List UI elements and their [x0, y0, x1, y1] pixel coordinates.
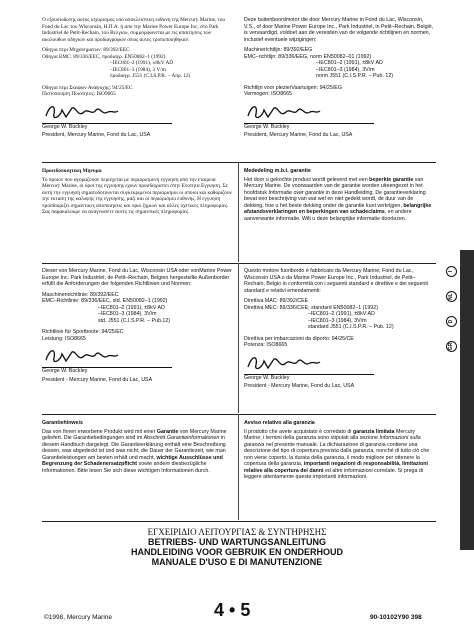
emc-directive: Οδηγια EMC: 89/336/EEC, προδιαγρ. EN50082–1 (1992)	[42, 53, 166, 60]
emc-standard-4: norm J551 (C.I.S.P.R. – Pub. 12)	[316, 73, 394, 79]
signer-title: President - Mercury Marine, Fond du Lac, USA	[42, 376, 153, 383]
emc-directive: EMC–richtlijn: 89/336/EEG, norm EN50082–01 (1992)	[244, 53, 372, 60]
declaration-intro: Questo motore fuoribordo è fabbricato da Mercury Marine, Fond du Lac, Wisconsin USA o da Marine Power Europe Inc., Park Industriel, de Petit–Rechain, Belgio in conformità con i seguenti standard e direttive e dei seguenti standard e relativi emendamenti:	[244, 268, 429, 294]
warranty-dutch	[244, 168, 434, 222]
warranty-italian	[244, 420, 434, 481]
signer-title: President - Mercury Marine, Fond du Lac, USA	[244, 383, 355, 389]
emc-standard-3: –IEC801–3 (1984), 3V/m	[308, 317, 367, 324]
signer-name: George W. Buckley	[244, 123, 290, 130]
text-italic: Informazioni sulla garanzia	[244, 435, 421, 448]
machinery-directive: Maschinenrichtlinie: 89/392/EEC	[42, 291, 119, 298]
warranty-heading: Garantiehinweis	[42, 420, 83, 426]
warranty-heading: Προειδοποιητικη Μηνυμα	[42, 168, 102, 174]
emc-directive: Direttiva MEC: 89/336/CEE; standard EN50082–1 (1992)	[244, 304, 378, 311]
page-number: 4 • 5	[214, 600, 251, 620]
signature-image	[42, 102, 122, 122]
text-part: ed altre informazioni correlate. Si prega di leggere attentamente queste importanti informazioni.	[244, 467, 423, 480]
emc-standard-2: –IEC801–2 (1991), ±8kV AD	[308, 311, 375, 317]
machinery-directive: Direttiva MAC: 89/392/CEE	[244, 298, 309, 304]
warranty-heading: Avviso relativo alla garanzia	[244, 420, 315, 426]
declaration-dutch	[244, 17, 434, 139]
signer-title: President, Mercury Marine, Fond du Lac, USA	[244, 132, 353, 138]
warranty-text	[42, 429, 232, 475]
text-bold: wichtige Ausschlüsse und Begrenzung der Schadenersatzpflicht	[42, 454, 223, 467]
emc-standard-2: –IEC801–2 (1991), ±8kV AD	[316, 60, 383, 66]
quality-standard: Vermogen: ISO8665	[244, 91, 292, 97]
language-marker-nl: NL	[446, 291, 457, 302]
warranty-greek	[42, 168, 232, 216]
copyright: ©1998, Mercury Marine	[44, 614, 113, 621]
text-part: van Mercury Marine. De voorwaarden van de garantie worden uiteengezet in het hoofdstuk	[244, 176, 424, 196]
declaration-italian	[244, 268, 434, 390]
divider	[42, 263, 436, 264]
boats-directive: Direttiva per imbarcazioni da diporto: 94/25/CE	[244, 335, 354, 342]
text-part: Das von Ihnen erworbene Produkt wird mit einer	[42, 428, 157, 435]
signer-title: President, Mercury Marine, Fond du Lac, USA	[42, 132, 151, 138]
text-part: nel presente manuale. La dichiarazione di garanzia contiene una descrizione del tipo di copertura prevista dalla garanzia, nonché di tutto ciò che non viene coperto, la durata della garanzia, il modo migliore per ottenere la copertura della garanzia,	[244, 441, 430, 467]
signature-image	[42, 346, 122, 366]
machinery-directive: Οδηγια περι Μηχανηματων: 89/392/EEC	[42, 47, 130, 53]
text-part: sowie andere diesbezügliche Informationen. Bitte lesen Sie sich diese wichtigen Informationen durch.	[42, 461, 210, 474]
language-marker-d: D	[446, 316, 457, 327]
warranty-text: Το προιον που αγοραζουσε περιέχεται με περιορισμενη εγγυηση από την εταιρεια Mercury Marine, οι όροι της εγγυησης εχουν προσδιοριστει στην Ενοτητα Εγγυηση. Σε αυτή την εγγύηση σηματοδοτουνται συγκεκριμενοι περιορισμοι οι οποιοι και καθοριζουν την εκταση της καλυψης της εγγυησης, μαζι και οι περιορισμοι ευθυνης. Η εγγυηση προσδιοριζει σημαντικες αποποιησεις και οριο ζημιων και αλλες σχετικες πληροφοριες. Σας παρακαλουμε να αναγνωσετε αυτές τις σημαντικές πληροφορίες.	[42, 176, 232, 215]
text-bold: Garantie	[156, 428, 179, 435]
emc-standard-3: –IEC801–3 (1984), 3V/m	[98, 311, 157, 317]
text-part: , en andere aanverwante informatie. Wilt u deze belangrijke informatie doorlezen.	[244, 209, 412, 222]
emc-standard-3: –IEC801–3 (1984), 3V/m	[316, 66, 375, 73]
text-bold: beperkte garantie	[369, 176, 414, 183]
divider	[42, 414, 436, 415]
declaration-intro: Deze buitenboordmotor die door Mercury Marine in Fond du Lac, Wisconsin, V.S., of door Marine Power Europe Inc., Park Industriel, in Petit–Rechain, België, is vervaardigd, voldoet aan de vereisten van de volgende richtlijnen en normen, inclusief eventuele wijzigingen:	[244, 17, 434, 43]
column-divider	[238, 162, 239, 262]
text-italic: Garantieinformationen	[166, 435, 220, 441]
signature-image	[244, 102, 324, 122]
warranty-heading: Mededeling m.b.t. garantie	[244, 168, 311, 174]
declaration-greek	[42, 17, 232, 139]
divider	[42, 162, 436, 163]
emc-standard-3: –IEC801–3 (1984), 3 V/m	[110, 66, 166, 73]
warranty-text	[244, 177, 434, 223]
signer-name: George W. Buckley	[42, 123, 88, 130]
language-marker-gr: GR	[446, 341, 457, 352]
title-dutch: HANDLEIDING VOOR GEBRUIK EN ONDERHOUD	[130, 547, 343, 557]
text-italic: Informatie over garantie	[268, 189, 325, 196]
text-part: von Mercury Marine geliefert. Die Garantiebedingungen sind im Abschnitt	[42, 428, 227, 441]
emc-directive: EMC–Richtlinie: 89/336/EEC, std. EN50082–1 (1992)	[42, 298, 168, 304]
text-bold: importanti negazioni di responsabilità, limitazioni relative alla copertura dei danni	[244, 461, 428, 474]
text-part: Het door u gekochte product wordt geleverd met een	[244, 176, 370, 183]
divider	[42, 521, 436, 522]
text-part: in deze Handleiding. De garantieverklaring bevat een beschrijving van wat wel en niet gedekt wordt, de duur van de dekking, hoe u het beste dekking onder de garantie kunt verkrijgen,	[244, 189, 426, 209]
declaration-german	[42, 268, 232, 383]
title-german: BETRIEBS- UND WARTUNGSANLEITUNG	[148, 537, 326, 547]
boats-directive: Richtlinie für Sportboote: 94/25/EC	[42, 329, 124, 335]
document-number: 90-10102Y90 398	[370, 614, 422, 621]
emc-standard-4: std. J551 (C.I.S.P.R. – Pub.12)	[98, 317, 171, 324]
text-part: in diesem Handbuch dargelegt. Die Garantieerklärung enthält eine Beschreibung dessen, was abgedeckt ist und was nicht, die Dauer der Garantiezeit, wie man Garantieleistungen am besten erhält und macht,	[42, 435, 226, 461]
language-marker-i: I	[446, 266, 457, 277]
signature-image	[244, 353, 324, 373]
text-part: Mercury Marine; i termini della garanzia sono stipulati alla sezione	[244, 428, 416, 441]
declaration-intro: Ο εξουσιοδοτης αυτος ισχυρισμος υπο αποκλειστικη ευθυνη της Mercury Marine, του Fond du Lac του Wisconsin, Η.Π.Α. ή απο την Marine Power Europe Inc, στο Park Industriel de Petit-Rechain, του Βελγιου, συμμορφωνεται με τις απαιτησεις των ακολουθων οδηγιων και πρoδιαγραφων οπως αυτες τροποποιηθηκαν:	[42, 17, 226, 43]
warranty-german	[42, 420, 232, 474]
title-greek: ΕΓΧΕΙΡΙΔΙΟ ΛΕΙΤΟΥΡΓΙΑΣ & ΣΥΝΤΗΡΗΣΗΣ	[147, 527, 327, 537]
boats-directive: Richtlijn voor plezierVaartuigen: 94/25/EG	[244, 84, 342, 91]
text-bold: garanzia limitata	[352, 428, 395, 435]
signer-name: George W. Buckley	[42, 368, 88, 374]
warranty-text	[244, 429, 434, 481]
text-bold: belangrijke afstandsverklaringen en beperkingen van schadeclaims	[244, 202, 432, 215]
declaration-intro: Dieser von Mercury Marine, Fond du Lac, Wisconsin USA oder vonMarine Power Europe Inc. Park Industriel, de Petit–Rechain, Belgien hergestellte Außenborder erfüllt die Anforderungen der folgenden Richtlinien und Normen:	[42, 268, 232, 287]
language-tab-bar	[460, 250, 474, 550]
quality-standard: Potenza: ISO8665	[244, 342, 288, 348]
emc-standard-2: –IEC801–2 (1991), ±8kV AD	[110, 60, 174, 66]
quality-standard: Πιστοποιηση Ποιοτητος: ISO9665	[42, 91, 116, 97]
emc-standard-4: προδιαγρ. J551 (C.I.S.P.R. – Απρ. 12)	[110, 73, 191, 79]
text-part: Il prodotto che avete acquistato è corredato di	[244, 428, 353, 435]
signer-name: George W. Buckley	[244, 374, 290, 381]
column-divider	[238, 263, 239, 413]
title-italian: MANUALE D'USO E DI MANUTENZIONE	[151, 557, 323, 567]
column-divider	[238, 414, 239, 520]
quality-standard: Leistung: ISO8665	[42, 335, 86, 342]
emc-standard-4: standard J551 (C.I.S.P.R. – Pub. 12)	[308, 324, 394, 330]
machinery-directive: Machinerichtlijn: 89/392/EEG	[244, 47, 313, 53]
emc-standard-2: –IEC801–2 (1991), ±8kV AD	[98, 304, 165, 311]
boats-directive: Οδηγια περι Σκαφων Αναψυχης: 94/25/EC	[42, 84, 133, 91]
